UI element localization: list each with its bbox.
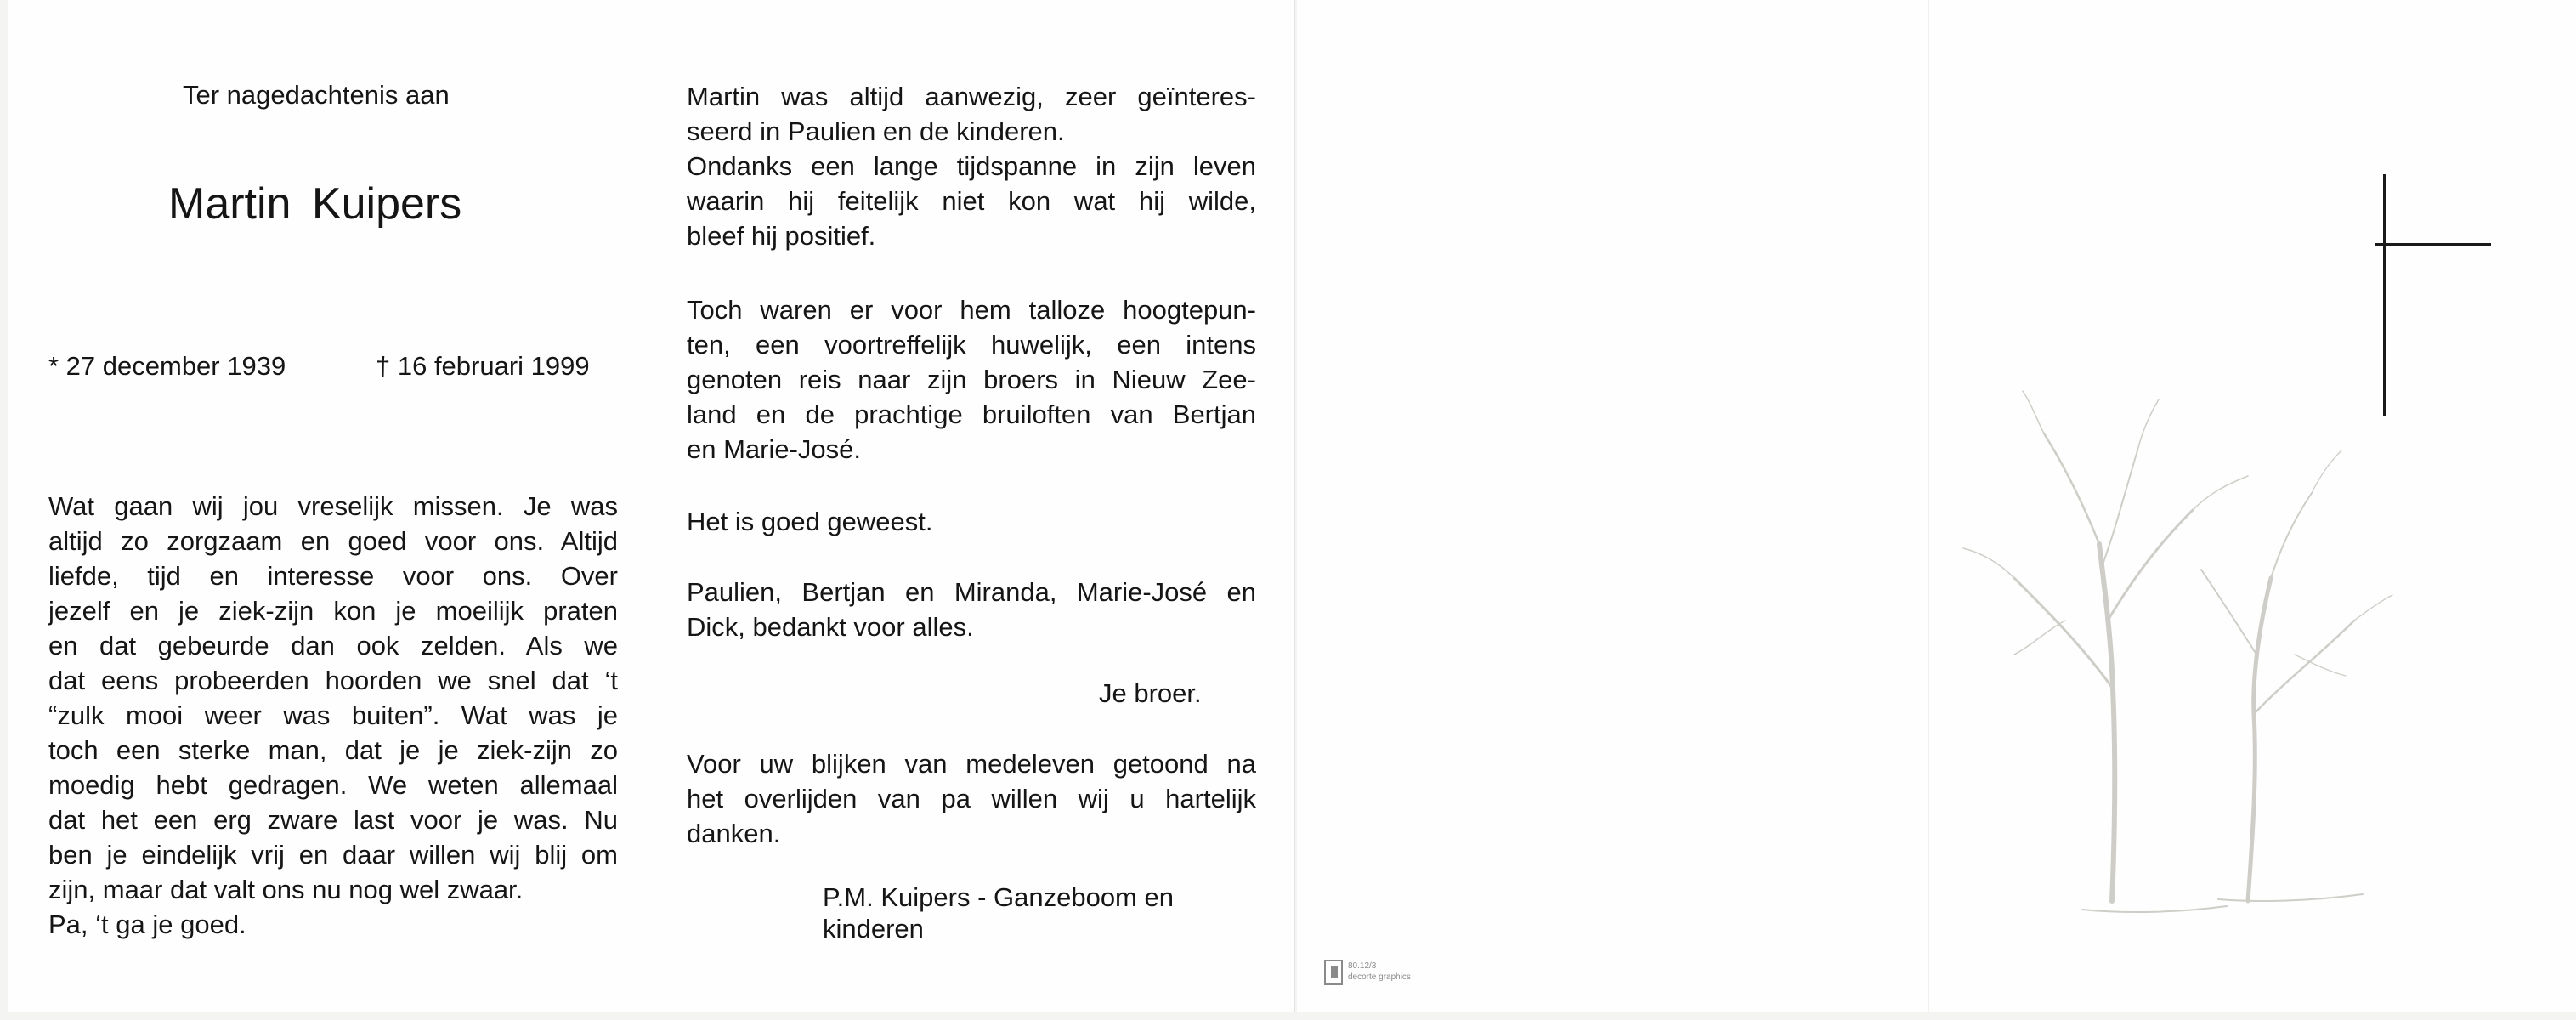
paragraph-line: Voor uw blijken van medeleven getoond na: [687, 749, 1256, 779]
message-line: Pa, ‘t ga je goed.: [48, 910, 246, 939]
message-line: dat eens probeerden hoorden we snel dat ‘t: [48, 666, 618, 695]
paragraph-line: land en de prachtige bruiloften van Bertjan: [687, 400, 1256, 429]
death-date: † 16 februari 1999: [376, 351, 590, 381]
message-line: en dat gebeurde dan ook zelden. Als we: [48, 631, 618, 660]
paragraph-line: Ondanks een lange tijdspanne in zijn leven: [687, 151, 1256, 181]
paragraph-line: seerd in Paulien en de kinderen.: [687, 116, 1065, 146]
paragraph-line: Dick, bedankt voor alles.: [687, 612, 974, 642]
tribute-paragraph-1: [687, 79, 1256, 253]
paragraph-line: waarin hij feitelijk niet kon wat hij wilde,: [687, 186, 1256, 216]
message-line: jezelf en je ziek-zijn kon je moeilijk praten: [48, 596, 618, 626]
paragraph-line: danken.: [687, 819, 781, 848]
family-line: P.M. Kuipers - Ganzeboom en: [823, 882, 1174, 912]
family-line: kinderen: [823, 914, 924, 944]
printer-logo-icon: [1324, 960, 1343, 985]
deceased-name: Martin Kuipers: [168, 179, 462, 229]
family-signature: [823, 881, 1265, 944]
back-crease: [1928, 0, 1929, 1012]
message-line: “zulk mooi weer was buiten”. Wat was je: [48, 700, 618, 730]
message-line: liefde, tijd en interesse voor ons. Over: [48, 561, 618, 591]
intro-text: Ter nagedachtenis aan: [183, 80, 450, 110]
tribute-paragraph-3: Het is goed geweest.: [687, 507, 933, 536]
printer-code: 80.12/3: [1348, 961, 1377, 971]
paragraph-line: Paulien, Bertjan en Miranda, Marie-José en: [687, 577, 1256, 607]
paragraph-line: Toch waren er voor hem talloze hoogtepun-: [687, 295, 1256, 325]
memorial-message: [48, 489, 618, 942]
birth-date: * 27 december 1939: [48, 351, 286, 381]
paragraph-line: genoten reis naar zijn broers in Nieuw Zee-: [687, 365, 1256, 394]
thanks-paragraph: [687, 575, 1256, 644]
printer-mark: [1324, 960, 1443, 987]
message-line: altijd zo zorgzaam en goed voor ons. Altijd: [48, 526, 618, 556]
message-line: Wat gaan wij jou vreselijk missen. Je was: [48, 491, 618, 521]
paragraph-line: ten, een voortreffelijk huwelijk, een intens: [687, 330, 1256, 360]
acknowledgement-paragraph: [687, 746, 1256, 851]
message-line: dat het een erg zware last voor je was. Nu: [48, 805, 618, 835]
paragraph-line: bleef hij positief.: [687, 221, 876, 251]
paragraph-line: en Marie-José.: [687, 434, 862, 464]
printer-brand: decorte graphics: [1348, 972, 1411, 982]
paragraph-line: Martin was altijd aanwezig, zeer geïnteres-: [687, 82, 1256, 111]
tribute-paragraph-2: [687, 292, 1256, 467]
signoff-text: Je broer.: [1099, 678, 1202, 708]
message-line: toch een sterke man, dat je je ziek-zijn zo: [48, 735, 618, 765]
tree-illustration: [1955, 366, 2397, 926]
center-fold: [1294, 0, 1295, 1012]
paragraph-line: het overlijden van pa willen wij u hartelijk: [687, 784, 1256, 813]
message-line: zijn, maar dat valt ons nu nog wel zwaar.: [48, 875, 524, 904]
cross-icon: [2375, 243, 2491, 246]
message-line: moedig hebt gedragen. We weten allemaal: [48, 770, 618, 800]
message-line: ben je eindelijk vrij en daar willen wij blij om: [48, 840, 618, 870]
